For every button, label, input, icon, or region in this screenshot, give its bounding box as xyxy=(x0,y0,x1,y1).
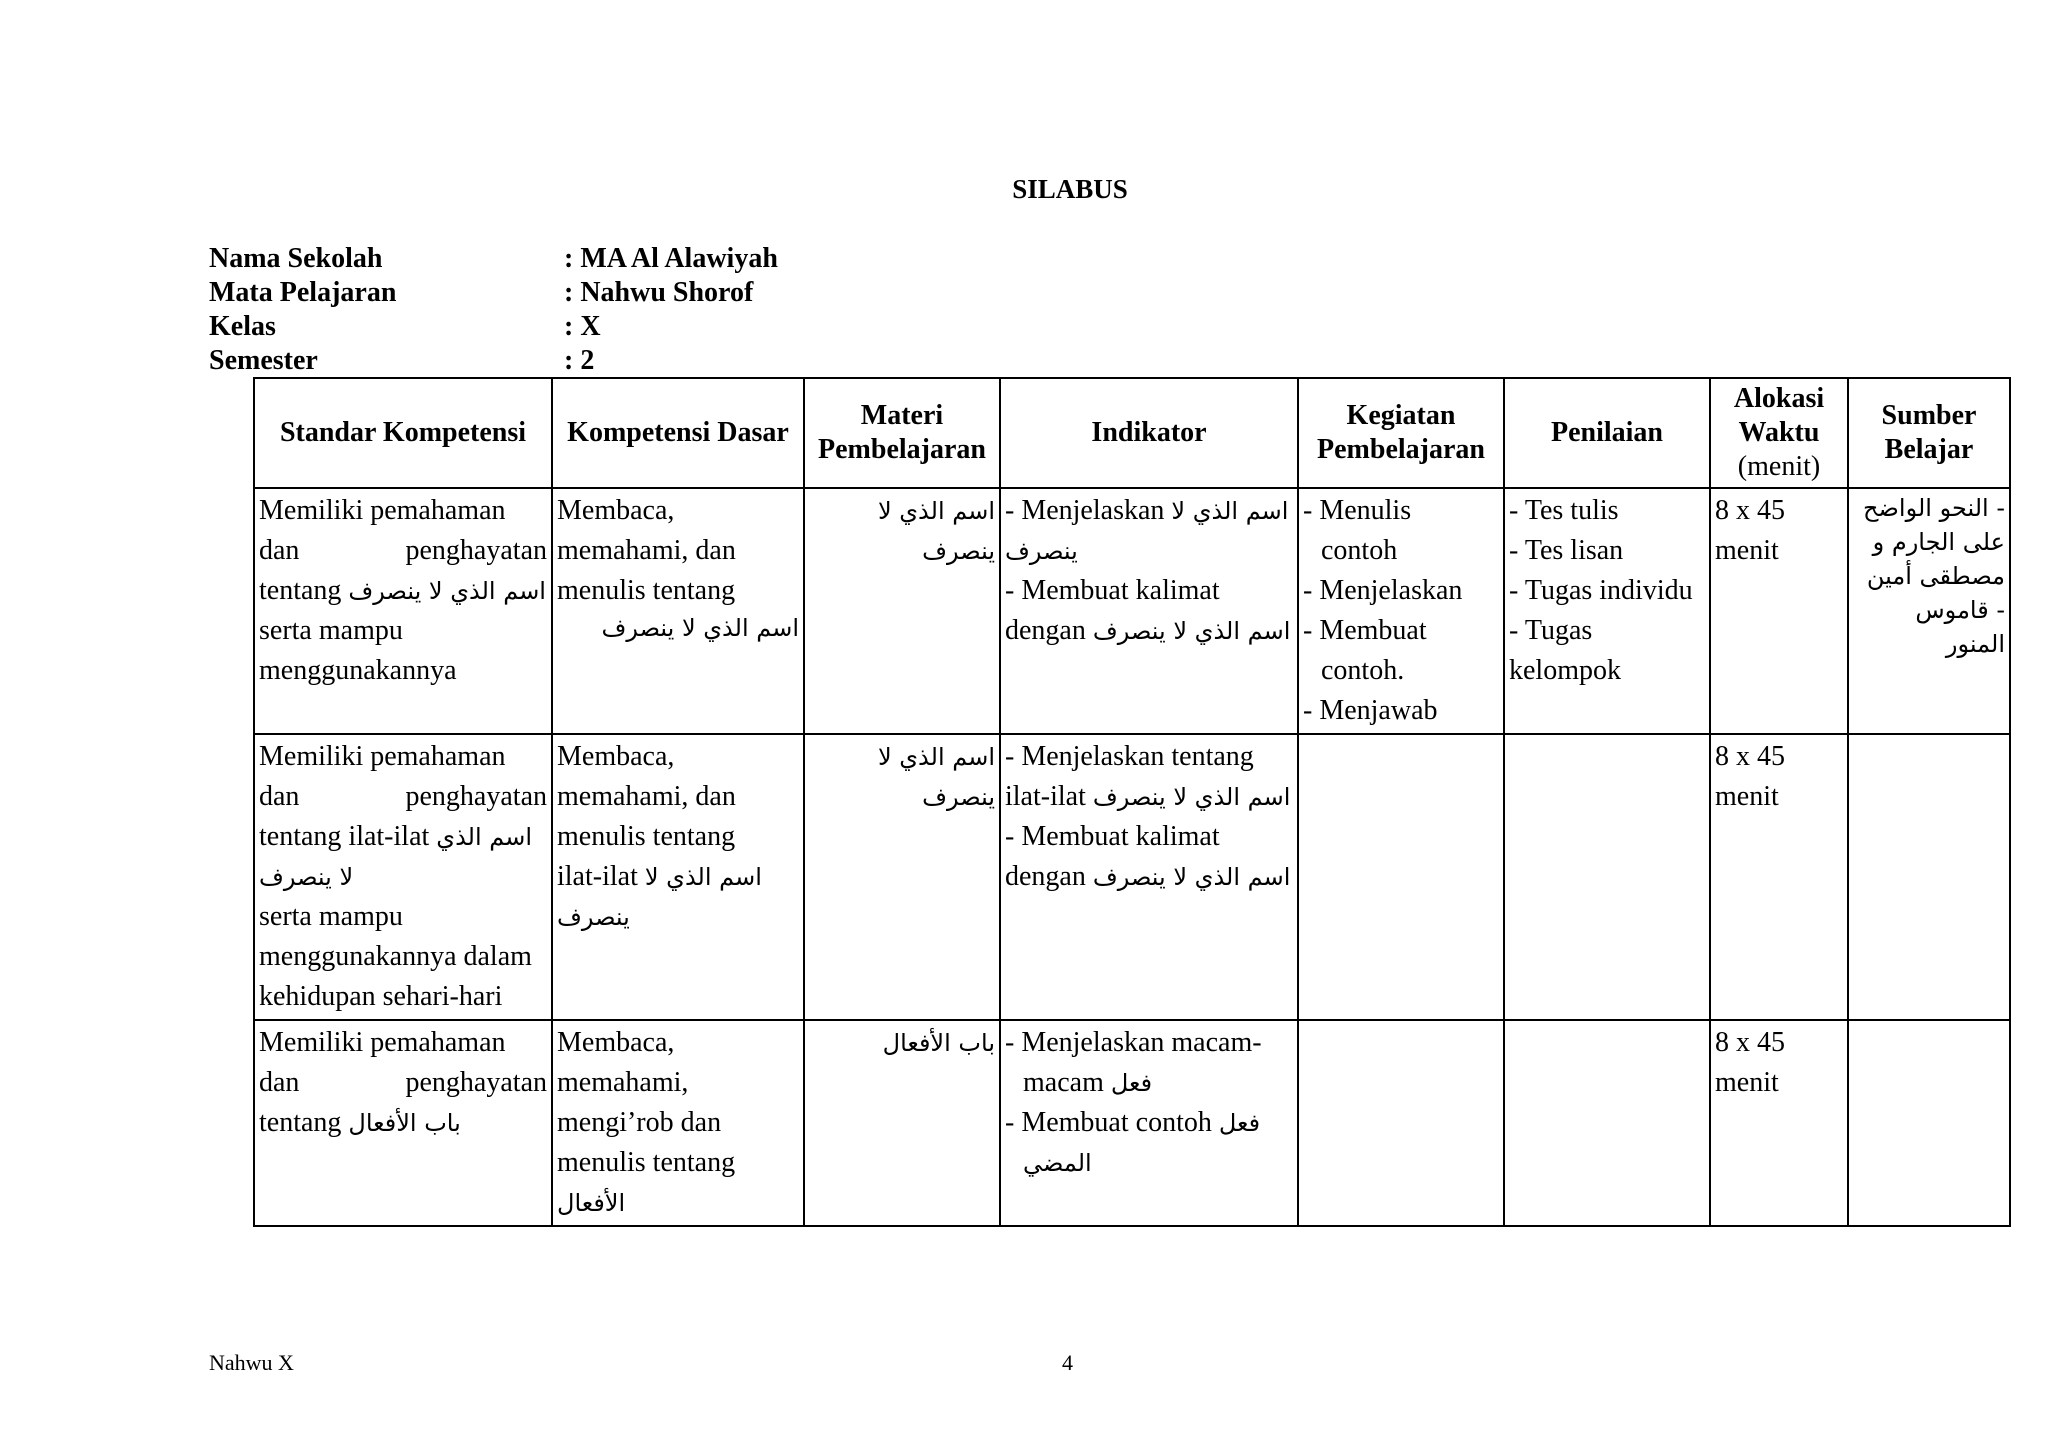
header-sumber: Sumber Belajar xyxy=(1848,378,2010,488)
cell-materi: باب الأفعال xyxy=(804,1020,1000,1226)
cell-indikator: - Menjelaskan tentang ilat-ilat اسم الذي لا ينصرف - Membuat kalimat dengan اسم الذي لا ينصرف xyxy=(1000,734,1298,1020)
header-kegiatan: Kegiatan Pembelajaran xyxy=(1298,378,1504,488)
cell-materi: اسم الذي لا ينصرف xyxy=(804,734,1000,1020)
cell-penilaian xyxy=(1504,734,1710,1020)
cell-kegiatan xyxy=(1298,734,1504,1020)
cell-alokasi: 8 x 45 menit xyxy=(1710,734,1848,1020)
syllabus-table xyxy=(253,377,2011,1227)
info-value: : 2 xyxy=(564,345,595,376)
info-label: Kelas xyxy=(209,311,276,342)
table-row xyxy=(254,734,2010,1020)
info-label: Mata Pelajaran xyxy=(209,277,397,308)
header-standar-kompetensi: Standar Kompetensi xyxy=(254,378,552,488)
info-block xyxy=(209,242,778,378)
table-row xyxy=(254,1020,2010,1226)
header-kompetensi-dasar: Kompetensi Dasar xyxy=(552,378,804,488)
page-number: 4 xyxy=(1062,1350,1073,1375)
cell-kegiatan: - Menulis contoh - Menjelaskan - Membuat contoh. - Menjawab xyxy=(1298,488,1504,734)
header-indikator: Indikator xyxy=(1000,378,1298,488)
cell-indikator: - Menjelaskan اسم الذي لا ينصرف - Membuat kalimat dengan اسم الذي لا ينصرف xyxy=(1000,488,1298,734)
cell-standar: Memiliki pemahaman dan penghayatan tentang باب الأفعال xyxy=(254,1020,552,1226)
header-alokasi: Alokasi Waktu (menit) xyxy=(1710,378,1848,488)
footer-label: Nahwu X xyxy=(209,1350,294,1375)
table-row xyxy=(254,488,2010,734)
cell-materi: اسم الذي لا ينصرف xyxy=(804,488,1000,734)
cell-sumber xyxy=(1848,1020,2010,1226)
cell-kegiatan xyxy=(1298,1020,1504,1226)
info-row-semester xyxy=(209,344,778,378)
cell-standar: Memiliki pemahaman dan penghayatan tentang اسم الذي لا ينصرف serta mampu menggunakannya xyxy=(254,488,552,734)
info-value: : Nahwu Shorof xyxy=(564,277,754,308)
cell-kompetensi: Membaca, memahami, dan menulis tentang ilat-ilat اسم الذي لا ينصرف xyxy=(552,734,804,1020)
info-row-school xyxy=(209,242,778,276)
table-header-row xyxy=(254,378,2010,488)
cell-alokasi: 8 x 45 menit xyxy=(1710,1020,1848,1226)
info-row-subject xyxy=(209,276,778,310)
cell-penilaian: - Tes tulis - Tes lisan - Tugas individu - Tugas kelompok xyxy=(1504,488,1710,734)
cell-alokasi: 8 x 45 menit xyxy=(1710,488,1848,734)
info-label: Nama Sekolah xyxy=(209,243,383,274)
cell-kompetensi: Membaca, memahami, mengi’rob dan menulis tentang الأفعال xyxy=(552,1020,804,1226)
cell-penilaian xyxy=(1504,1020,1710,1226)
cell-standar: Memiliki pemahaman dan penghayatan tentang ilat-ilat اسم الذي لا ينصرف serta mampu menggunakannya dalam kehidupan sehari-hari xyxy=(254,734,552,1020)
cell-indikator: - Menjelaskan macam- macam فعل - Membuat contoh فعل المضي xyxy=(1000,1020,1298,1226)
info-value: : X xyxy=(564,311,601,342)
info-row-class xyxy=(209,310,778,344)
header-penilaian: Penilaian xyxy=(1504,378,1710,488)
document-title: SILABUS xyxy=(1012,174,1128,204)
header-materi: Materi Pembelajaran xyxy=(804,378,1000,488)
cell-kompetensi: Membaca, memahami, dan menulis tentang اسم الذي لا ينصرف xyxy=(552,488,804,734)
info-label: Semester xyxy=(209,345,318,376)
cell-sumber xyxy=(1848,734,2010,1020)
cell-sumber: - النحو الواضح على الجارم و مصطقى أمين - قاموس المنور xyxy=(1848,488,2010,734)
info-value: : MA Al Alawiyah xyxy=(564,243,778,274)
